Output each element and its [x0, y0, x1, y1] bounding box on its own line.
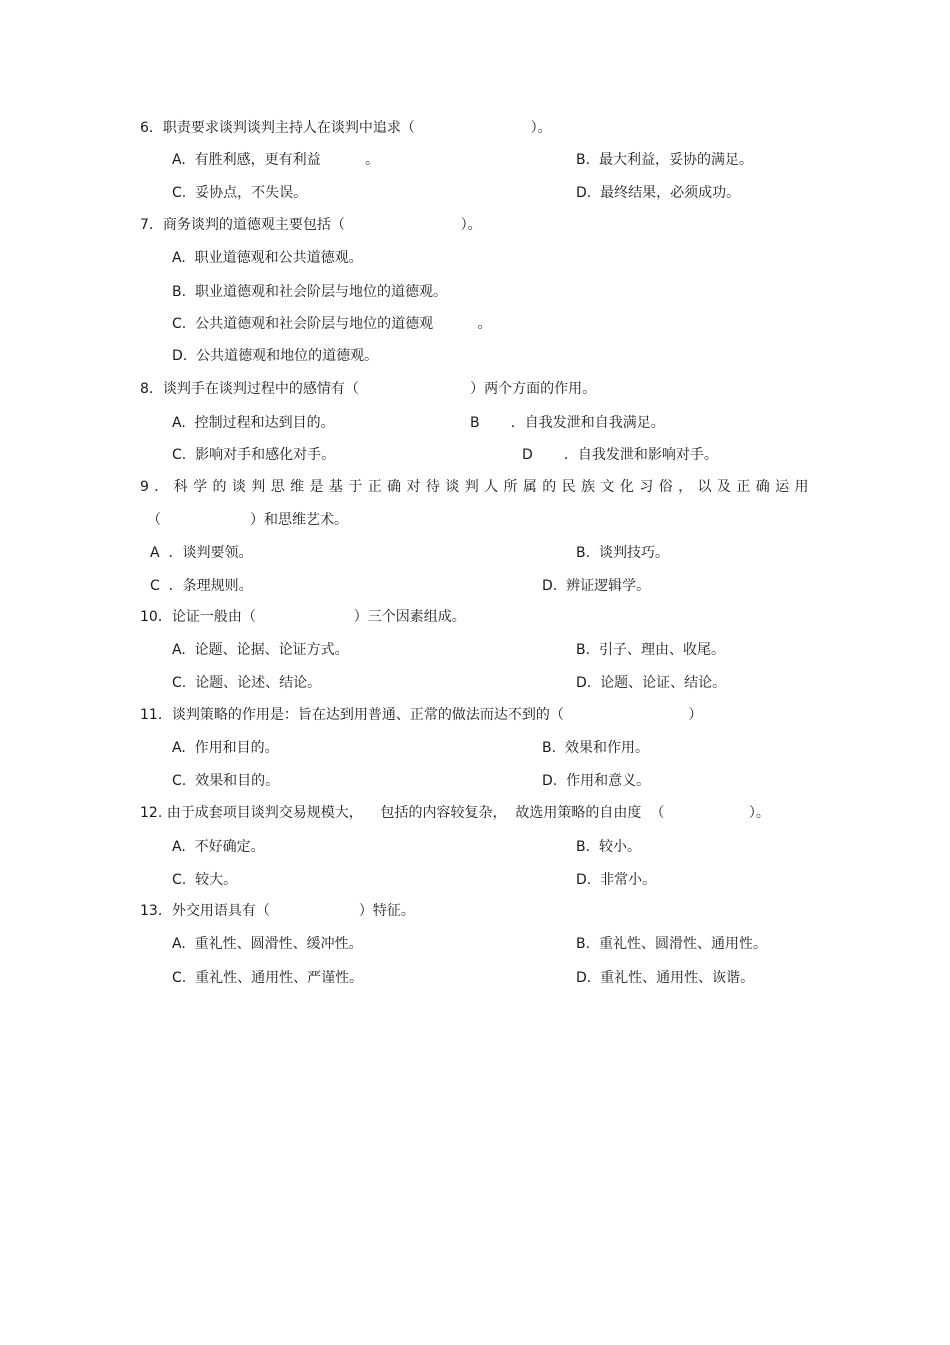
option-10-c: C. 论题、论述、结论。 [172, 675, 322, 691]
option-10-b: B. 引子、理由、收尾。 [576, 642, 725, 658]
question-7: 7．商务谈判的道德观主要包括（ ）。 [140, 217, 482, 233]
option-11-c: C. 效果和目的。 [172, 773, 280, 789]
option-12-c: C. 较大。 [172, 872, 238, 888]
question-9-continued: （ ）和思维艺术。 [147, 512, 349, 528]
option-8-a: A. 控制过程和达到目的。 [172, 415, 335, 431]
option-7-d: D. 公共道德观和地位的道德观。 [172, 348, 379, 364]
option-6-d: D. 最终结果，必须成功。 [576, 185, 741, 201]
option-7-b: B. 职业道德观和社会阶层与地位的道德观。 [172, 284, 447, 300]
option-6-b: B. 最大利益，妥协的满足。 [576, 152, 753, 168]
option-10-a: A. 论题、论据、论证方式。 [172, 642, 349, 658]
option-12-d: D. 非常小。 [576, 872, 657, 888]
option-13-a: A. 重礼性、圆滑性、缓冲性。 [172, 936, 363, 952]
question-13: 13．外交用语具有（ ）特征。 [140, 903, 415, 919]
option-6-a: A. 有胜利感，更有利益 。 [172, 152, 380, 168]
option-13-b: B. 重礼性、圆滑性、通用性。 [576, 936, 767, 952]
option-13-d: D. 重礼性、通用性、诙谐。 [576, 970, 755, 986]
question-6: 6．职责要求谈判谈判主持人在谈判中追求（ ）。 [140, 120, 552, 136]
question-9: 9．科学的谈判思维是基于正确对待谈判人所属的民族文化习俗，以及正确运用 [140, 479, 814, 495]
question-12: 12. 由于成套项目谈判交易规模大， 包括的内容较复杂， 故选用策略的自由度 （ ）。 [140, 805, 770, 821]
option-9-a: A ．谈判要领。 [150, 545, 253, 561]
option-9-c: C ．条理规则。 [150, 578, 253, 594]
option-7-a: A. 职业道德观和公共道德观。 [172, 250, 363, 266]
question-8: 8．谈判手在谈判过程中的感情有（ ）两个方面的作用。 [140, 381, 597, 397]
option-7-c: C. 公共道德观和社会阶层与地位的道德观 。 [172, 316, 492, 332]
option-8-b: B ．自我发泄和自我满足。 [470, 415, 665, 431]
option-12-b: B. 较小。 [576, 839, 641, 855]
option-13-c: C. 重礼性、通用性、严谨性。 [172, 970, 364, 986]
option-6-c: C. 妥协点，不失误。 [172, 185, 308, 201]
option-12-a: A. 不好确定。 [172, 839, 265, 855]
option-11-a: A. 作用和目的。 [172, 740, 279, 756]
option-11-b: B. 效果和作用。 [542, 740, 649, 756]
option-8-d: D ．自我发泄和影响对手。 [522, 447, 718, 463]
option-8-c: C. 影响对手和感化对手。 [172, 447, 336, 463]
option-11-d: D. 作用和意义。 [542, 773, 651, 789]
question-11: 11．谈判策略的作用是：旨在达到用普通、正常的做法而达不到的（ ） [140, 707, 703, 723]
option-10-d: D. 论题、论证、结论。 [576, 675, 727, 691]
option-9-b: B. 谈判技巧。 [576, 545, 669, 561]
question-10: 10．论证一般由（ ）三个因素组成。 [140, 609, 466, 625]
option-9-d: D. 辨证逻辑学。 [542, 578, 651, 594]
